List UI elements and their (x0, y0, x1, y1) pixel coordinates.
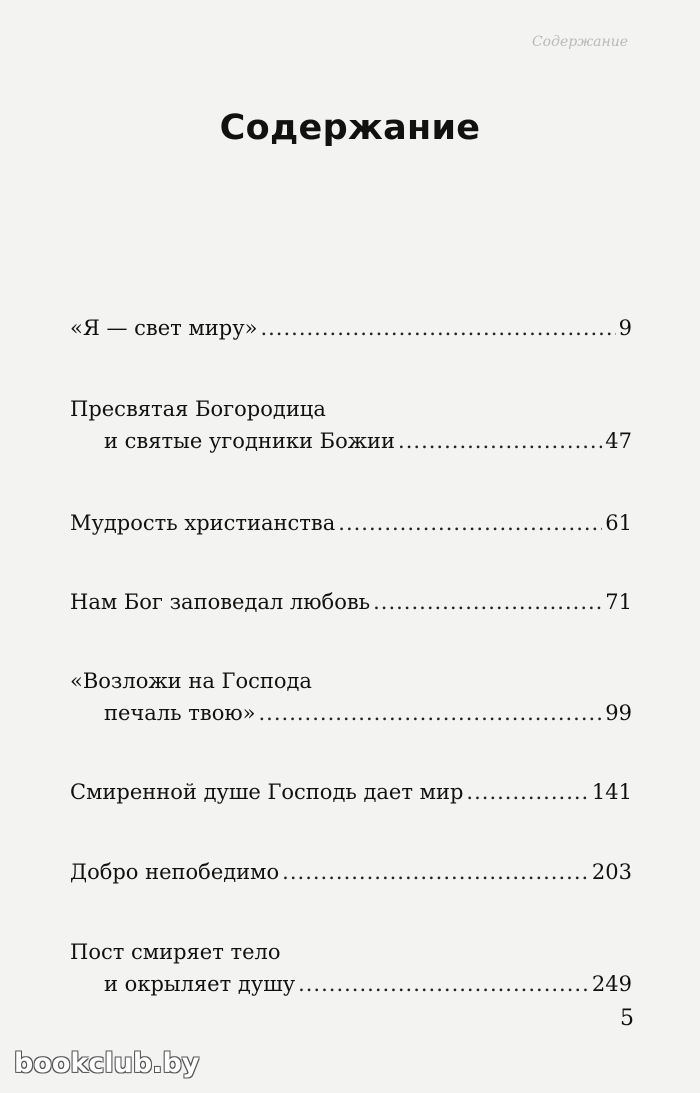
toc-entry-title: Пост смиряет тело (70, 940, 281, 964)
toc-entry-title: «Возложи на Господа (70, 669, 312, 693)
toc-entry[interactable] (70, 936, 632, 1000)
page-title: Содержание (219, 108, 481, 148)
toc-entry-page: 47 (605, 429, 632, 453)
toc-entry-page: 71 (605, 590, 632, 614)
toc-entry-title: «Я — свет миру» (70, 316, 258, 340)
dot-leader (259, 697, 603, 729)
toc-entry[interactable] (70, 856, 632, 888)
watermark-logo: bookclub.by (14, 1048, 200, 1079)
dot-leader (373, 586, 602, 618)
toc-entry-page: 141 (591, 780, 632, 804)
toc-entry-page: 249 (591, 972, 632, 996)
toc-entry-page: 99 (605, 701, 632, 725)
dot-leader (298, 968, 589, 1000)
toc-entry-title: Мудрость христианства (70, 511, 336, 535)
dot-leader (466, 776, 588, 808)
toc-entry[interactable] (70, 507, 632, 539)
toc-entry[interactable] (70, 393, 632, 457)
toc-entry-title: Добро непобедимо (70, 860, 280, 884)
toc-entry-title-continuation: печаль твою» (104, 701, 256, 725)
running-head: Содержание (531, 34, 628, 50)
toc-entry[interactable] (70, 312, 632, 344)
dot-leader (338, 507, 602, 539)
toc-entry[interactable] (70, 586, 632, 618)
page-number: 5 (620, 1006, 634, 1031)
toc-entry[interactable] (70, 665, 632, 729)
toc-entry-title: Нам Бог заповедал любовь (70, 590, 371, 614)
toc-entry-title-continuation: и святые угодники Божии (104, 429, 396, 453)
toc-entry-title-continuation: и окрыляет душу (104, 972, 296, 996)
toc-entry-page: 203 (591, 860, 632, 884)
dot-leader (260, 312, 615, 344)
toc-entry-title: Пресвятая Богородица (70, 397, 326, 421)
toc-entry-title: Смиренной душе Господь дает мир (70, 780, 464, 804)
toc-entry[interactable] (70, 776, 632, 808)
dot-leader (282, 856, 589, 888)
toc-entry-page: 9 (618, 316, 632, 340)
toc-entry-page: 61 (605, 511, 632, 535)
dot-leader (398, 425, 602, 457)
